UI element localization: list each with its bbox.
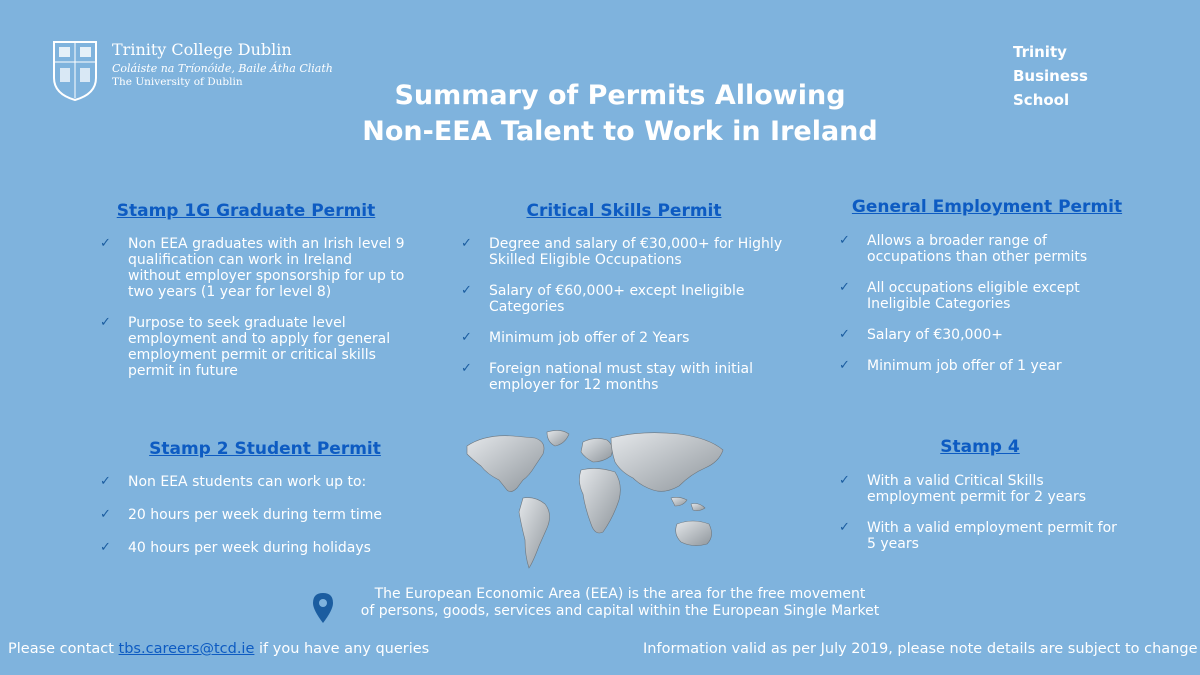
footer-contact <box>8 641 429 657</box>
general-heading: General Employment Permit <box>851 197 1123 217</box>
title-line: Summary of Permits Allowing <box>394 80 846 111</box>
tbs-line: Trinity <box>1013 43 1067 61</box>
list-item-text: Allows a broader range of occupations than other permits <box>867 233 1088 265</box>
list-item <box>839 233 1124 265</box>
check-icon: ✓ <box>839 520 850 535</box>
stamp4-list <box>839 473 1129 567</box>
stamp4-heading: Stamp 4 <box>940 437 1020 457</box>
check-icon: ✓ <box>839 233 850 248</box>
title-line: Non-EEA Talent to Work in Ireland <box>362 116 878 147</box>
check-icon: ✓ <box>839 280 850 295</box>
tcd-crest-icon <box>50 40 100 102</box>
list-item <box>839 327 1124 343</box>
footer-text: Please contact <box>8 641 119 657</box>
list-item <box>100 236 405 300</box>
stamp1g-list <box>100 236 405 394</box>
list-item <box>839 280 1124 312</box>
list-item <box>100 474 420 490</box>
list-item-text: Degree and salary of €30,000+ for Highly Skilled Eligible Occupations <box>489 236 783 268</box>
list-item-text: Purpose to seek graduate level employment and to apply for general employment permit or critical skills permit in future <box>128 315 391 379</box>
check-icon: ✓ <box>461 330 472 345</box>
check-icon: ✓ <box>100 474 111 489</box>
list-item-text: Non EEA graduates with an Irish level 9 qualification can work in Ireland without employer sponsorship for up to two years (1 year for level 8) <box>128 236 405 300</box>
stamp1g-heading: Stamp 1G Graduate Permit <box>116 201 376 221</box>
list-item <box>461 283 801 315</box>
eea-note <box>345 586 895 620</box>
logo-name: Trinity College Dublin <box>112 40 292 59</box>
check-icon: ✓ <box>100 315 111 330</box>
check-icon: ✓ <box>839 327 850 342</box>
list-item-text: Salary of €60,000+ except Ineligible Categories <box>489 283 745 315</box>
logo-university: The University of Dublin <box>112 76 243 88</box>
eea-line: of persons, goods, services and capital within the European Single Market <box>360 603 880 619</box>
eea-line: The European Economic Area (EEA) is the area for the free movement <box>374 586 866 602</box>
tbs-wordmark <box>1013 40 1133 112</box>
stamp2-list <box>100 474 420 571</box>
check-icon: ✓ <box>839 473 850 488</box>
list-item-text: Minimum job offer of 2 Years <box>489 330 690 346</box>
check-icon: ✓ <box>100 540 111 555</box>
list-item <box>461 236 801 268</box>
list-item-text: 20 hours per week during term time <box>128 507 382 523</box>
check-icon: ✓ <box>461 283 472 298</box>
check-icon: ✓ <box>100 236 111 251</box>
critical-heading: Critical Skills Permit <box>526 201 722 221</box>
list-item-text: Non EEA students can work up to: <box>128 474 367 490</box>
email-link[interactable]: tbs.careers@tcd.ie <box>118 641 255 657</box>
world-map-icon <box>465 428 730 578</box>
list-item <box>100 315 405 379</box>
check-icon: ✓ <box>461 361 472 376</box>
list-item-text: With a valid Critical Skills employment permit for 2 years <box>867 473 1087 505</box>
list-item <box>839 473 1129 505</box>
page-title <box>300 78 940 150</box>
list-item <box>461 330 801 346</box>
list-item <box>461 361 801 393</box>
list-item-text: 40 hours per week during holidays <box>128 540 371 556</box>
tbs-line: Business <box>1013 67 1088 85</box>
list-item <box>839 520 1129 552</box>
tbs-line: School <box>1013 91 1070 109</box>
footer-validity: Information valid as per July 2019, please note details are subject to change <box>643 641 1198 657</box>
list-item <box>100 540 420 556</box>
footer-text: if you have any queries <box>254 641 430 657</box>
tcd-logo <box>50 40 333 102</box>
logo-irish-name: Coláiste na Tríonóide, Baile Átha Cliath <box>112 62 333 75</box>
list-item <box>839 358 1124 374</box>
list-item-text: Foreign national must stay with initial employer for 12 months <box>489 361 753 393</box>
list-item-text: Minimum job offer of 1 year <box>867 358 1062 374</box>
check-icon: ✓ <box>839 358 850 373</box>
list-item-text: Salary of €30,000+ <box>867 327 1003 343</box>
general-list <box>839 233 1124 389</box>
list-item <box>100 507 420 523</box>
critical-list <box>461 236 801 408</box>
check-icon: ✓ <box>461 236 472 251</box>
location-pin-icon <box>312 592 334 624</box>
list-item-text: All occupations eligible except Ineligible Categories <box>867 280 1080 312</box>
check-icon: ✓ <box>100 507 111 522</box>
list-item-text: With a valid employment permit for 5 years <box>867 520 1117 552</box>
stamp2-heading: Stamp 2 Student Permit <box>149 439 381 459</box>
